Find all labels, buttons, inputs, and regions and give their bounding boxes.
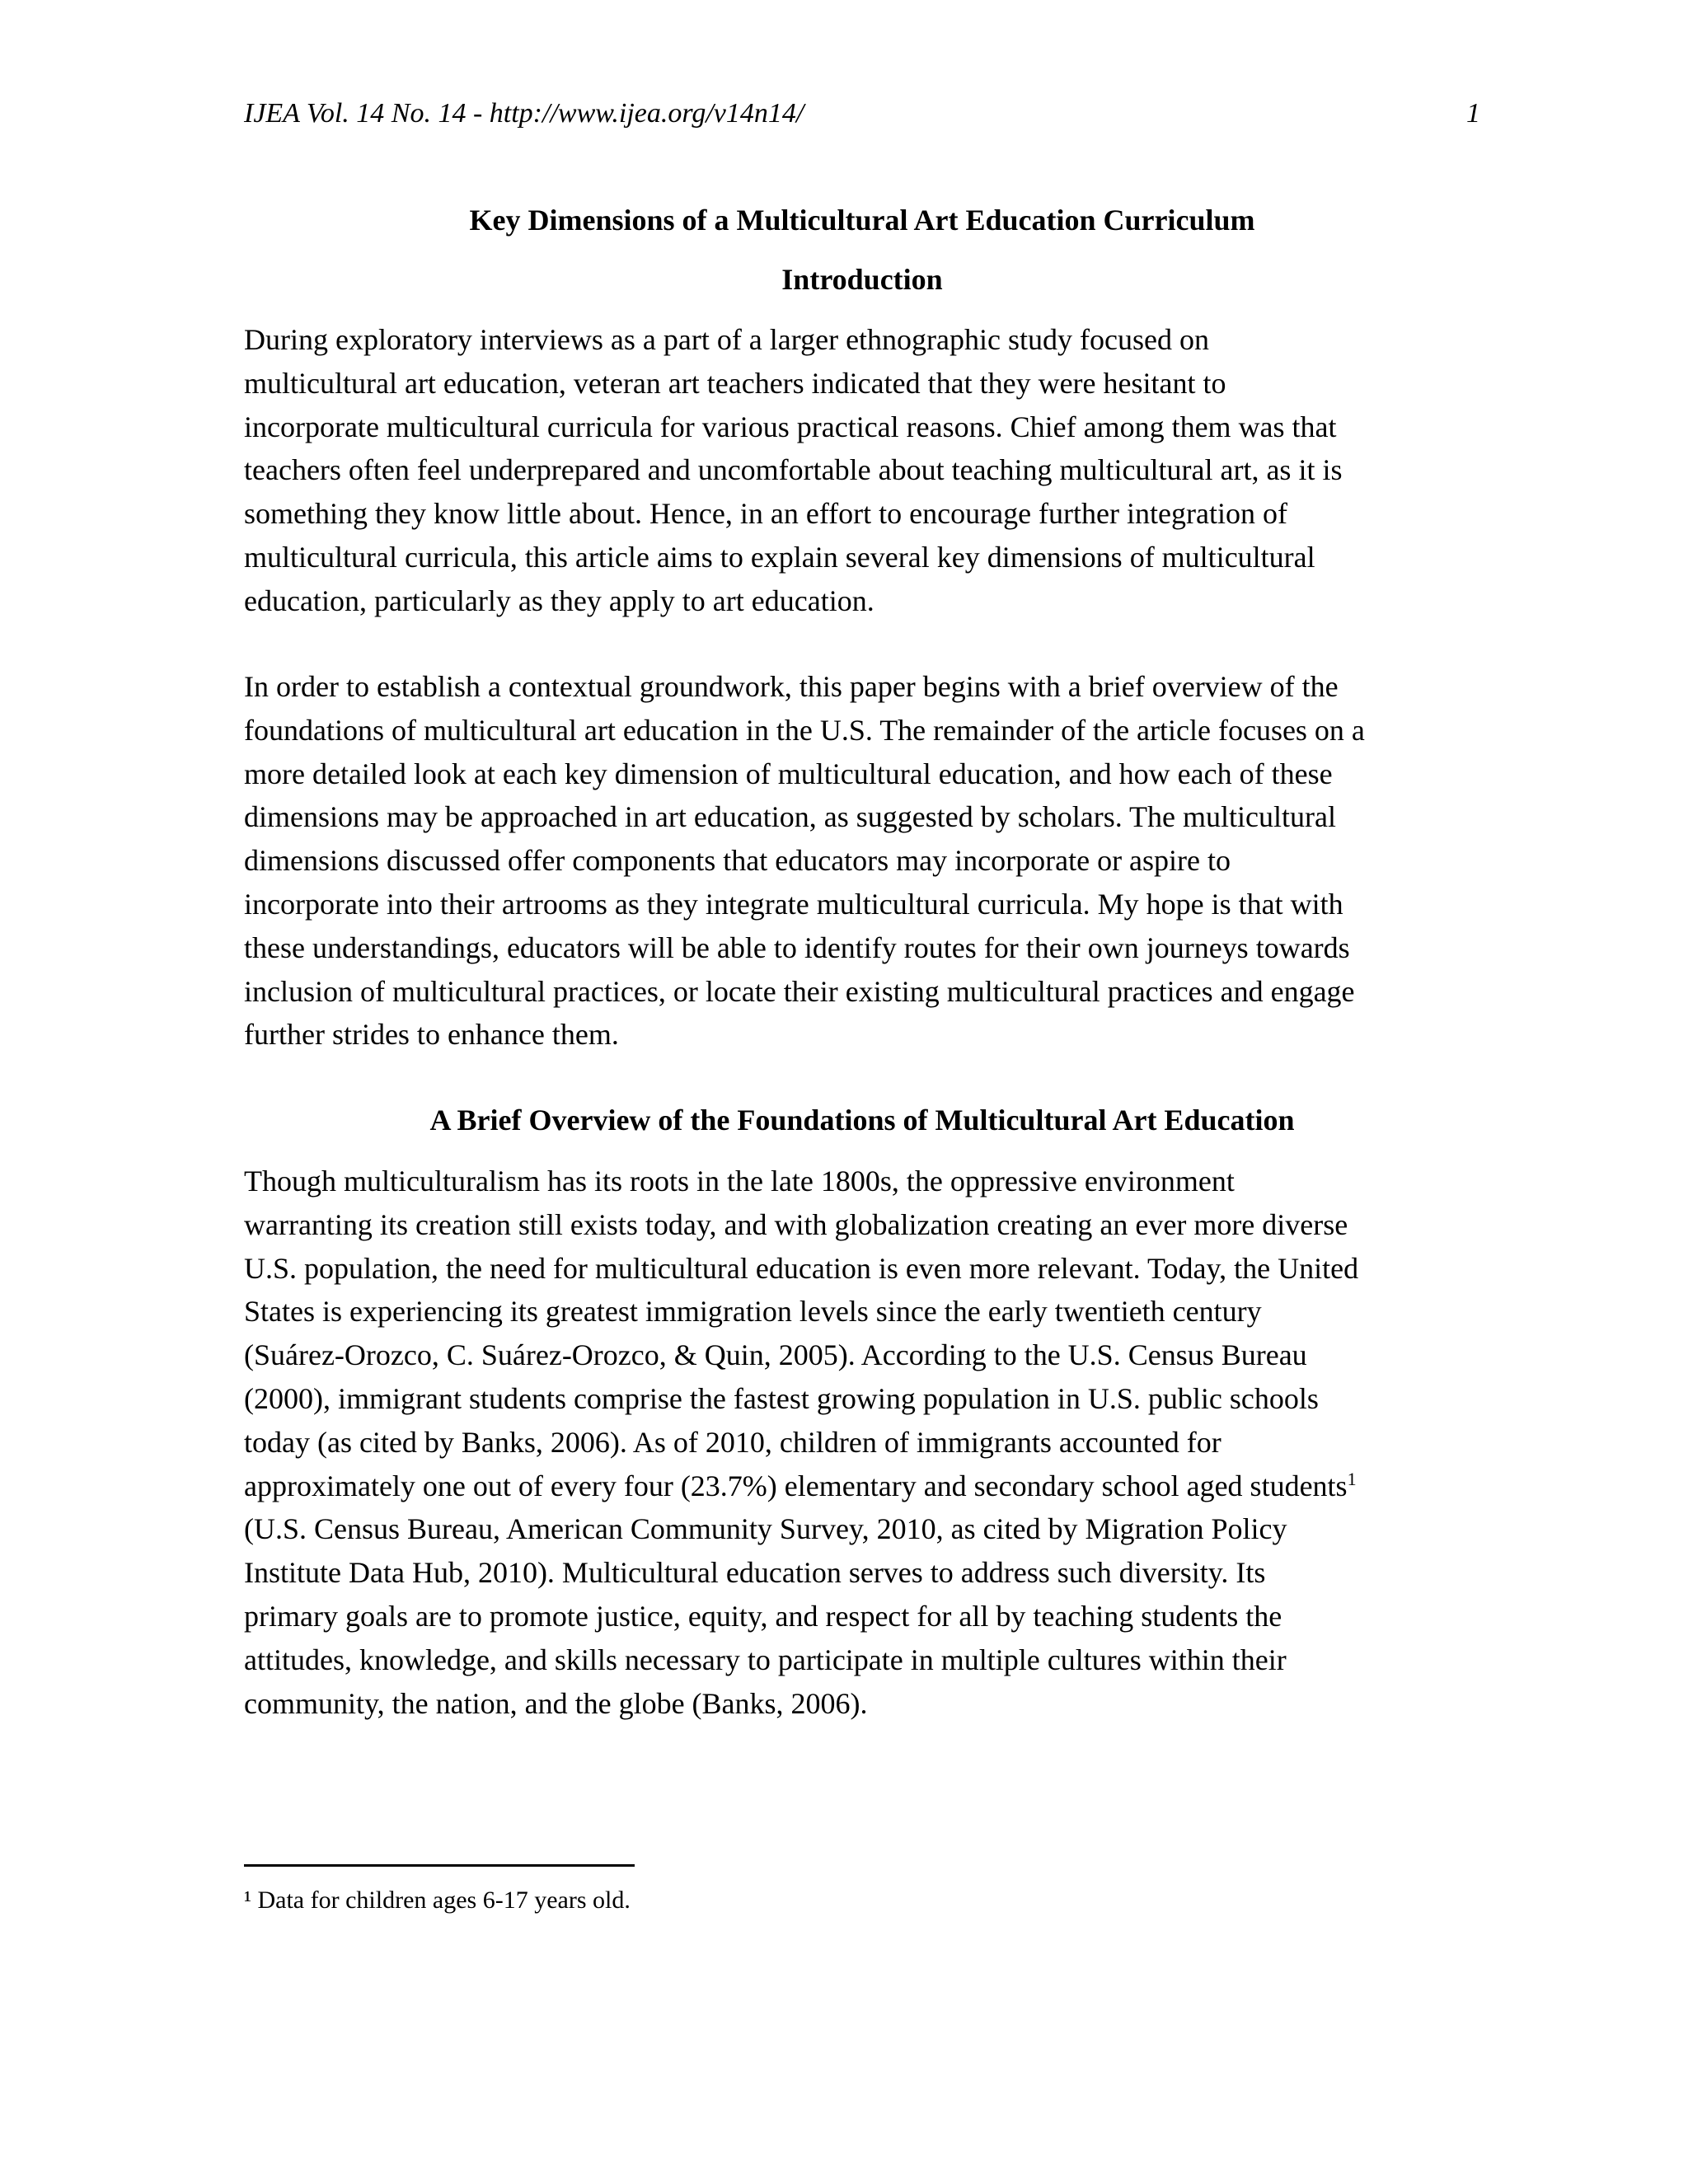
- paragraph-line: these understandings, educators will be able to identify routes for their own journeys towards: [244, 930, 1350, 964]
- paragraph-line: In order to establish a contextual groundwork, this paper begins with a brief overview of the: [244, 670, 1339, 703]
- paragraph-line: multicultural art education, veteran art teachers indicated that they were hesitant to: [244, 366, 1226, 400]
- paragraph-line: foundations of multicultural art education in the U.S. The remainder of the article focuses on a: [244, 713, 1365, 747]
- paragraph-line: teachers often feel underprepared and uncomfortable about teaching multicultural art, as it is: [244, 453, 1343, 487]
- footnote-separator: [244, 1864, 635, 1867]
- article-title: Key Dimensions of a Multicultural Art Education Curriculum: [469, 204, 1255, 237]
- paragraph-line: education, particularly as they apply to art education.: [244, 583, 874, 617]
- line-text: approximately one out of every four (23.7%) elementary and secondary school aged students: [244, 1469, 1348, 1502]
- footnote-reference: 1: [1347, 1468, 1357, 1489]
- paragraph-line: States is experiencing its greatest immigration levels since the early twentieth century: [244, 1295, 1262, 1329]
- paragraph-line: Though multiculturalism has its roots in the late 1800s, the oppressive environment: [244, 1165, 1235, 1197]
- paragraph-line: During exploratory interviews as a part of a larger ethnographic study focused on: [244, 323, 1209, 356]
- paragraph-line: (Suárez-Orozco, C. Suárez-Orozco, & Quin, 2005). According to the U.S. Census Bureau: [244, 1338, 1307, 1372]
- page-number: 1: [1466, 98, 1480, 129]
- paragraph-line: primary goals are to promote justice, equity, and respect for all by teaching students the: [244, 1599, 1282, 1633]
- paragraph-line: Institute Data Hub, 2010). Multicultural education serves to address such diversity. Its: [244, 1556, 1266, 1590]
- paragraph-line: incorporate into their artrooms as they integrate multicultural curricula. My hope is that with: [244, 887, 1343, 921]
- paragraph-line: inclusion of multicultural practices, or locate their existing multicultural practices and engage: [244, 974, 1355, 1008]
- overview-heading: A Brief Overview of the Foundations of Multicultural Art Education: [429, 1104, 1295, 1137]
- paragraph-line: dimensions may be approached in art education, as suggested by scholars. The multicultural: [244, 800, 1336, 834]
- paragraph-line: dimensions discussed offer components that educators may incorporate or aspire to: [244, 844, 1231, 878]
- paragraph-line: (2000), immigrant students comprise the fastest growing population in U.S. public schools: [244, 1381, 1319, 1415]
- paragraph-line: today (as cited by Banks, 2006). As of 2010, children of immigrants accounted for: [244, 1425, 1221, 1459]
- paragraph-line: something they know little about. Hence, in an effort to encourage further integration of: [244, 497, 1287, 531]
- paragraph-line: incorporate multicultural curricula for various practical reasons. Chief among them was that: [244, 410, 1337, 443]
- paragraph-line: warranting its creation still exists today, and with globalization creating an ever more diverse: [244, 1207, 1348, 1241]
- paragraph-line-with-footnote: [244, 1465, 1493, 1508]
- paragraph-line: attitudes, knowledge, and skills necessary to participate in multiple cultures within their: [244, 1643, 1287, 1676]
- paragraph-line: community, the nation, and the globe (Banks, 2006).: [244, 1686, 868, 1720]
- footnote: ¹ Data for children ages 6-17 years old.: [244, 1886, 631, 1914]
- running-header: IJEA Vol. 14 No. 14 - http://www.ijea.org/v14n14/: [244, 98, 804, 129]
- paragraph-line: (U.S. Census Bureau, American Community Survey, 2010, as cited by Migration Policy: [244, 1512, 1287, 1546]
- paragraph-line: further strides to enhance them.: [244, 1018, 619, 1052]
- introduction-paragraph-1: [244, 318, 1493, 623]
- introduction-heading: Introduction: [781, 263, 943, 296]
- paragraph-line: U.S. population, the need for multicultural education is even more relevant. Today, the United: [244, 1251, 1359, 1285]
- overview-paragraph: [244, 1160, 1493, 1725]
- paragraph-line: multicultural curricula, this article aims to explain several key dimensions of multicultural: [244, 540, 1315, 574]
- paragraph-line: more detailed look at each key dimension of multicultural education, and how each of these: [244, 757, 1333, 790]
- introduction-paragraph-2: [244, 665, 1493, 1057]
